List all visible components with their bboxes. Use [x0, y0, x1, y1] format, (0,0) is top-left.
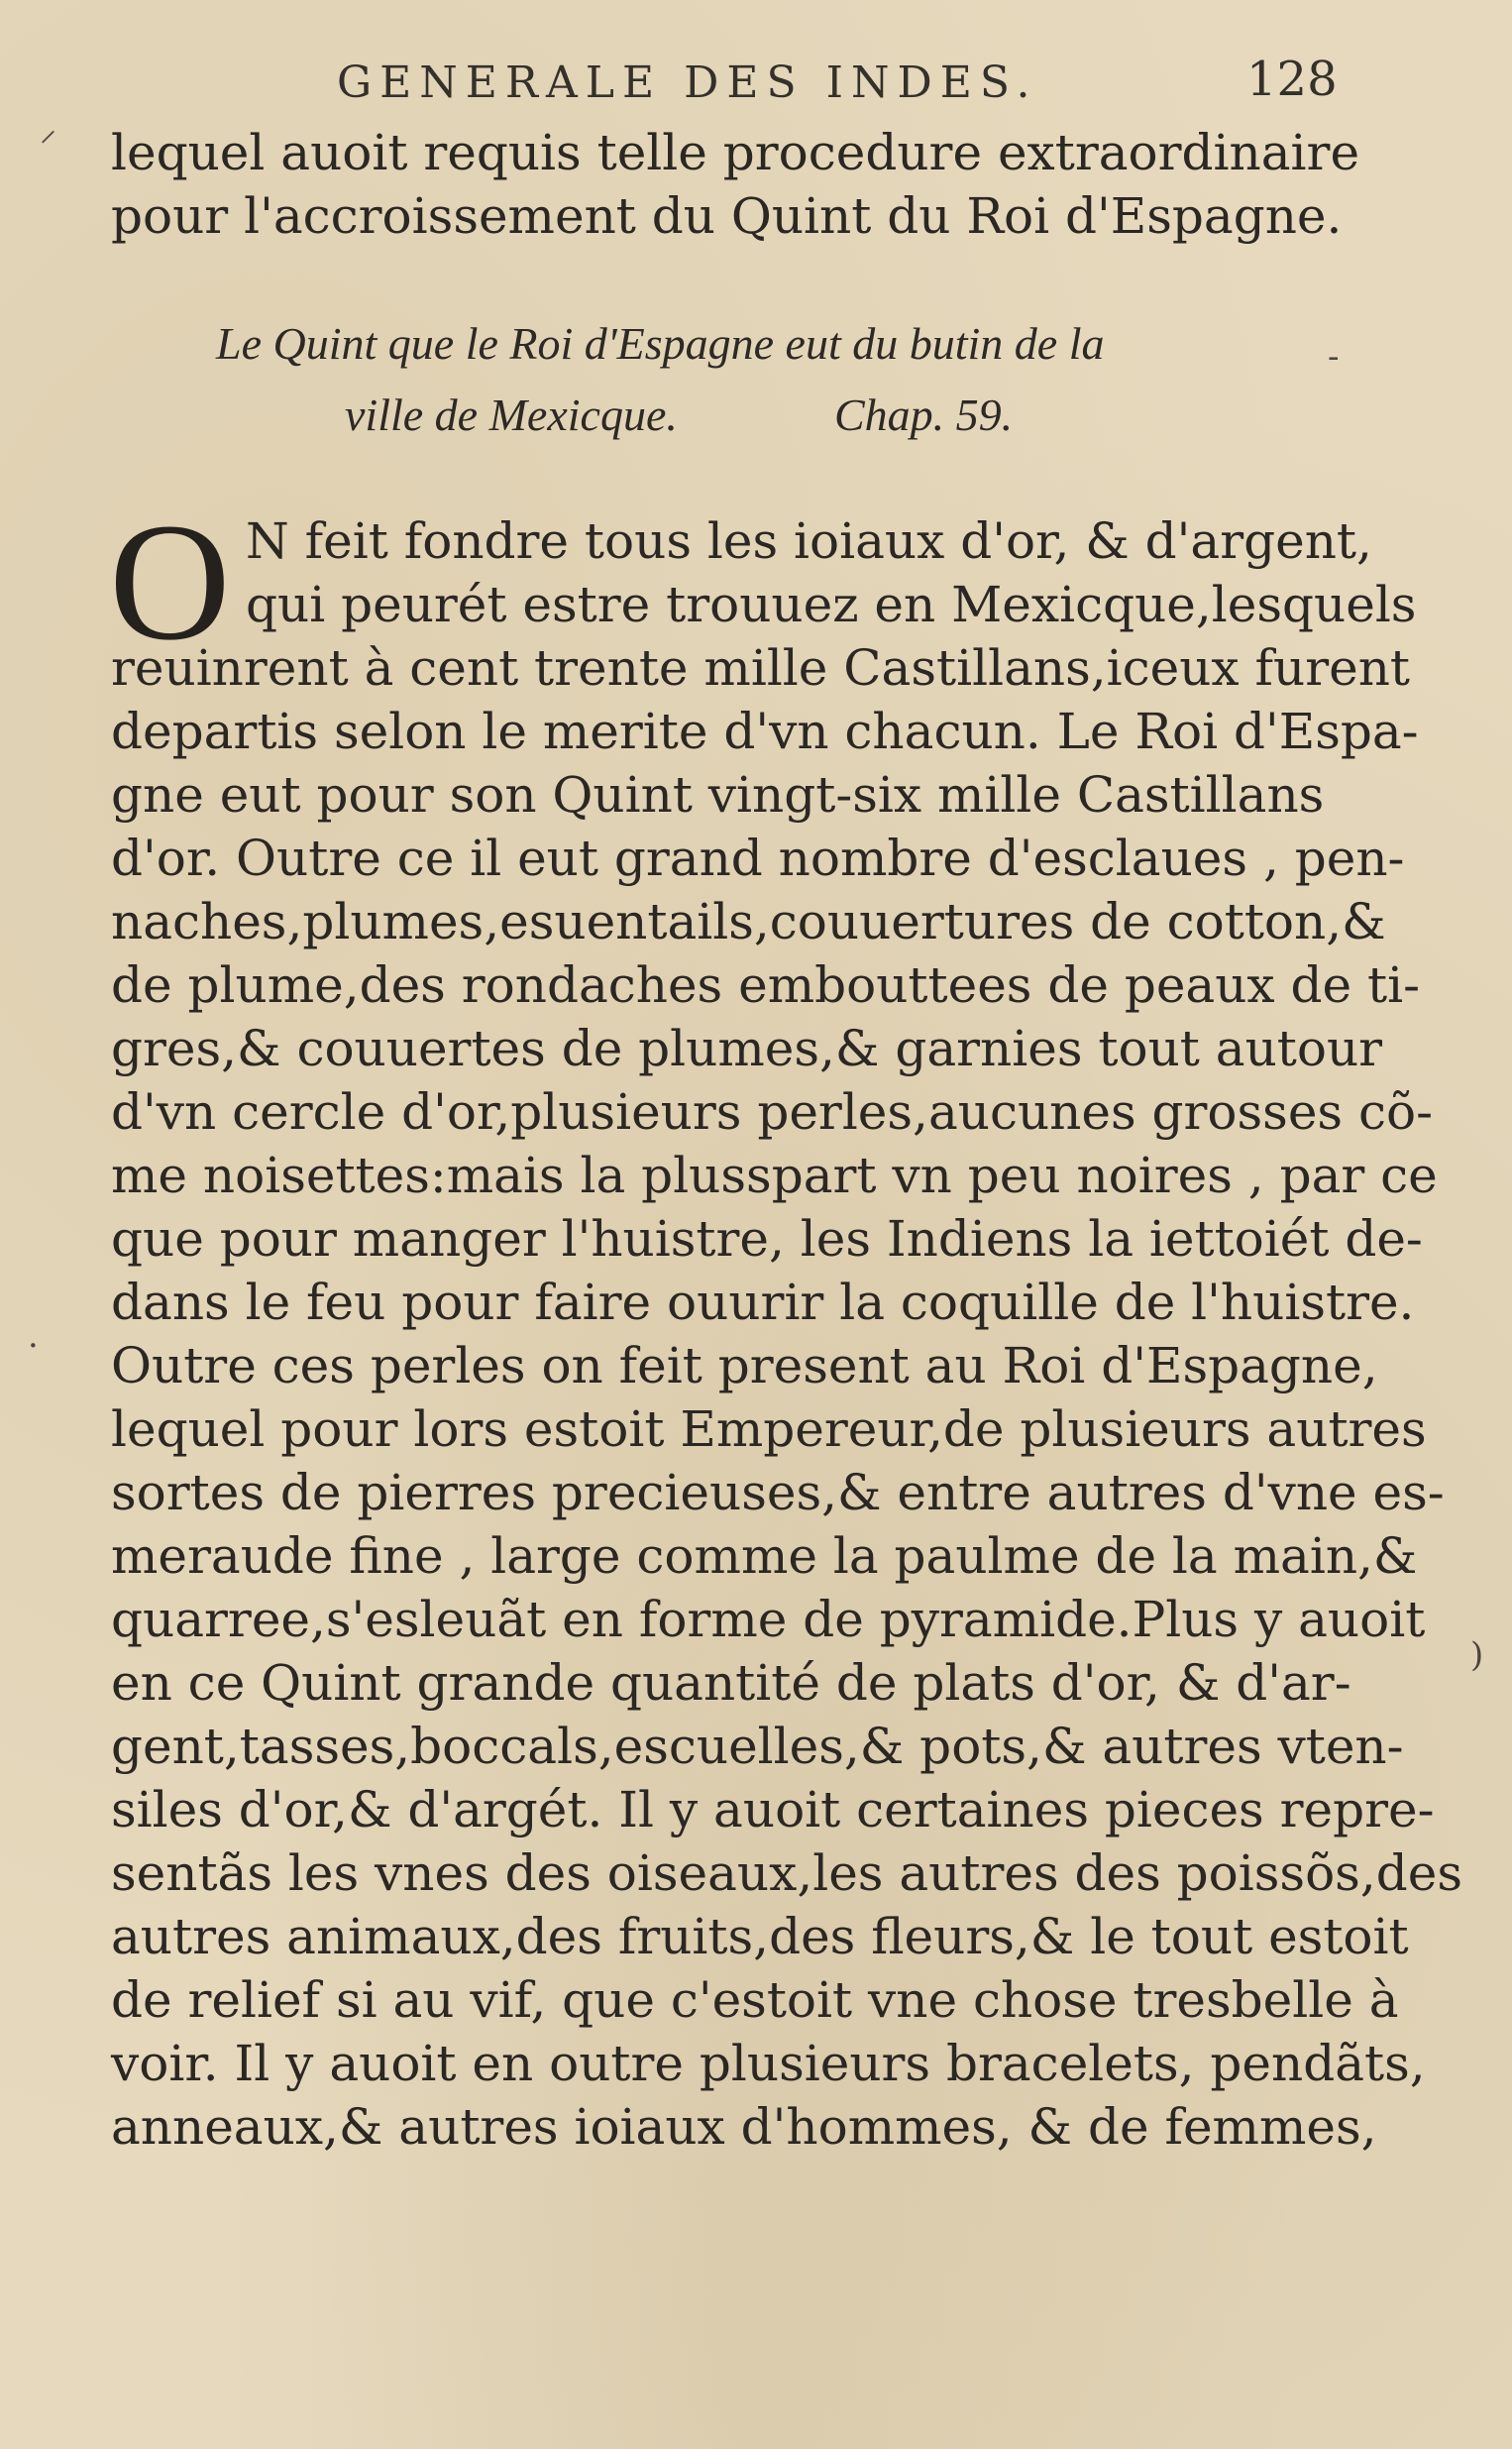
body-line: me noisettes:mais la plusspart vn peu noires , par ce	[111, 1147, 1438, 1204]
intro-line-2: pour l'accroissement du Quint du Roi d'Espagne.	[111, 187, 1343, 245]
drop-cap: O	[109, 489, 231, 675]
body-line: dans le feu pour faire ouurir la coquille de l'huistre.	[111, 1274, 1415, 1331]
body-line: de plume,des rondaches embouttees de peaux de ti-	[111, 956, 1420, 1014]
body-line-1: N feit fondre tous les ioiaux d'or, & d'argent,	[246, 512, 1372, 570]
page-number: 128	[1246, 52, 1338, 107]
body-line: gne eut pour son Quint vingt-six mille Castillans	[111, 766, 1325, 824]
body-line: d'or. Outre ce il eut grand nombre d'esclaues , pen-	[111, 830, 1405, 887]
margin-mark: ⸍	[40, 124, 56, 164]
body-line: sentãs les vnes des oiseaux,les autres des poissõs,des	[111, 1844, 1462, 1902]
chapter-heading-line-2: ville de Mexicque.	[345, 390, 678, 440]
body-line: siles d'or,& d'argét. Il y auoit certaines pieces repre-	[111, 1781, 1435, 1838]
margin-mark: )	[1470, 1635, 1484, 1675]
body-line: departis selon le merite d'vn chacun. Le Roi d'Espa-	[111, 703, 1419, 760]
chapter-heading-line-1: Le Quint que le Roi d'Espagne eut du butin de la	[216, 318, 1105, 369]
body-line: de relief si au vif, que c'estoit vne chose tresbelle à	[111, 1971, 1399, 2029]
body-line: en ce Quint grande quantité de plats d'or, & d'ar-	[111, 1654, 1351, 1712]
body-line: sortes de pierres precieuses,& entre autres d'vne es-	[111, 1464, 1445, 1521]
body-line: gent,tasses,boccals,escuelles,& pots,& autres vten-	[111, 1718, 1404, 1775]
body-line: lequel pour lors estoit Empereur,de plusieurs autres	[111, 1400, 1427, 1458]
body-line: d'vn cercle d'or,plusieurs perles,aucunes grosses cõ-	[111, 1083, 1433, 1141]
body-line: meraude fine , large comme la paulme de la main,&	[111, 1527, 1418, 1585]
margin-mark: -	[1328, 337, 1340, 377]
body-line: reuinrent à cent trente mille Castillans,iceux furent	[111, 639, 1411, 697]
chapter-number: Chap. 59.	[834, 390, 1014, 440]
margin-mark: ·	[28, 1326, 39, 1366]
body-line: quarree,s'esleuãt en forme de pyramide.Plus y auoit	[111, 1591, 1426, 1648]
body-line: autres animaux,des fruits,des fleurs,& le tout estoit	[111, 1908, 1409, 1965]
body-line: anneaux,& autres ioiaux d'hommes, & de femmes,	[111, 2098, 1377, 2156]
intro-line-1: lequel auoit requis telle procedure extraordinaire	[111, 124, 1360, 181]
body-line: Outre ces perles on feit present au Roi d'Espagne,	[111, 1337, 1378, 1394]
body-line-2: qui peurét estre trouuez en Mexicque,lesquels	[246, 576, 1417, 633]
running-head: GENERALE DES INDES.	[337, 57, 1038, 108]
body-line: naches,plumes,esuentails,couuertures de cotton,&	[111, 893, 1386, 950]
body-line: que pour manger l'huistre, les Indiens la iettoiét de-	[111, 1210, 1423, 1268]
body-line: voir. Il y auoit en outre plusieurs bracelets, pendãts,	[111, 2035, 1426, 2092]
body-line: gres,& couuertes de plumes,& garnies tout autour	[111, 1020, 1383, 1077]
